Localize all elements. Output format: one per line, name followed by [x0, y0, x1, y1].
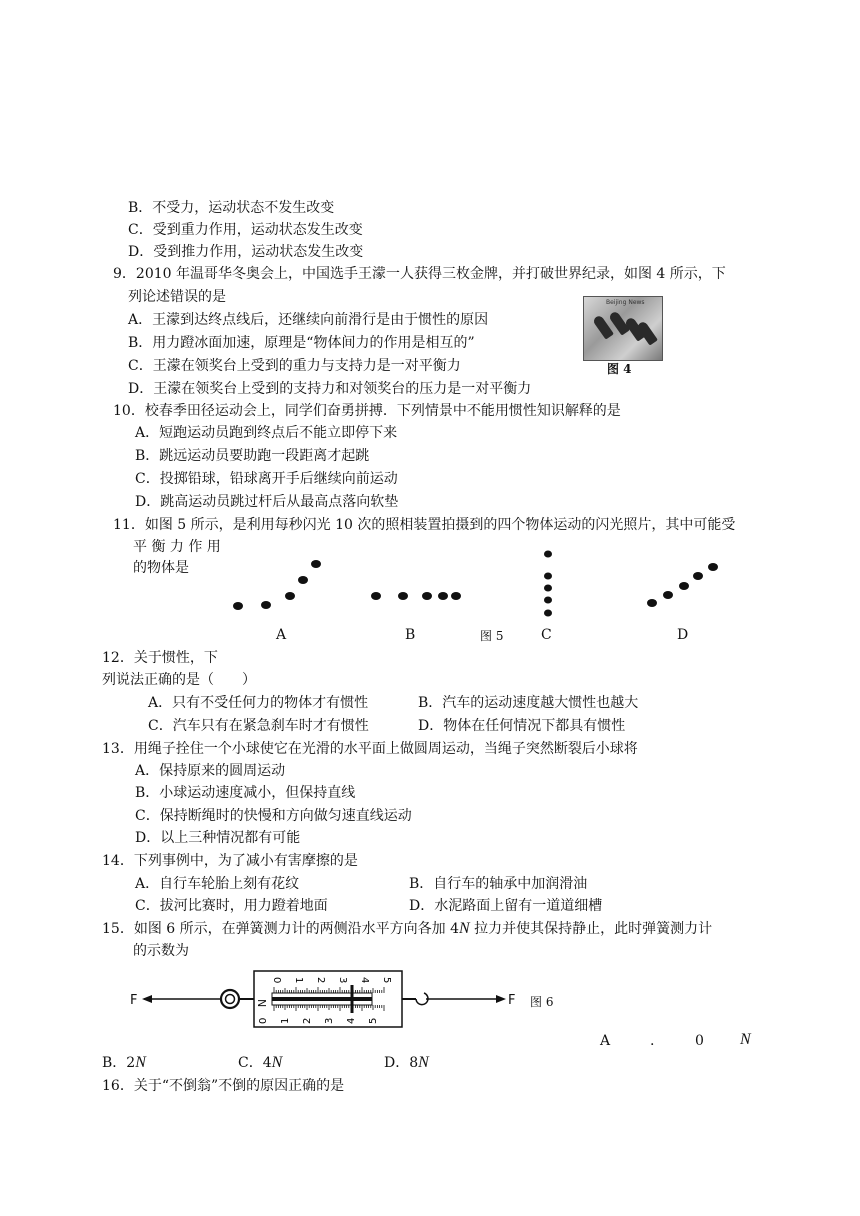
q15-option-a-value: 0: [695, 1033, 704, 1049]
force-arrow-left-head: [142, 995, 152, 1003]
q10-option-d: D．跳高运动员跳过杆后从最高点落向软垫: [135, 494, 399, 510]
q12-option-a: A．只有不受任何力的物体才有惯性: [148, 695, 369, 711]
dot: [422, 592, 432, 600]
scale-tick-label-bottom: 5: [368, 1017, 379, 1024]
q14-option-b: B．自行车的轴承中加润滑油: [409, 876, 588, 892]
q15-option-a-dot: .: [650, 1033, 655, 1049]
dot: [663, 591, 673, 599]
q14-option-c: C．拔河比赛时，用力蹬着地面: [135, 898, 328, 914]
q9-option-d: D．王濛在领奖台上受到的支持力和对领奖台的压力是一对平衡力: [128, 381, 532, 397]
scale-tick-label-top: 1: [293, 977, 304, 984]
scale-unit: N: [255, 999, 268, 1008]
q9-stem-line2: 列论述错误的是: [128, 289, 226, 305]
q11-stem-line1: 11．如图 5 所示，是利用每秒闪光 10 次的照相装置拍摄到的四个物体运动的闪光照片，其中可能受: [113, 517, 736, 533]
dot: [398, 592, 408, 600]
q15-option-a-letter: A: [600, 1033, 611, 1049]
dot: [693, 572, 703, 580]
scale-ring: [221, 990, 239, 1008]
q11-stem-line3: 的物体是: [133, 560, 189, 576]
q13-option-b: B．小球运动速度减小，但保持直线: [135, 785, 356, 801]
dot: [679, 582, 689, 590]
q10-option-a: A．短跑运动员跑到终点后不能立即停下来: [135, 425, 398, 441]
q15-option-c-value: C．4: [238, 1055, 272, 1071]
q12-stem-line1: 12．关于惯性，下: [102, 650, 218, 666]
dot: [544, 551, 552, 558]
dot: [438, 592, 448, 600]
dot: [261, 601, 271, 609]
dot: [233, 602, 243, 610]
scale-tick-label-bottom: 4: [346, 1017, 357, 1024]
q9-option-c: C．王濛在领奖台上受到的重力与支持力是一对平衡力: [128, 358, 461, 374]
q13-option-c: C．保持断绳时的快慢和方向做匀速直线运动: [135, 808, 412, 824]
photo-banner-text: Beijing News: [606, 299, 645, 306]
dot: [647, 599, 657, 607]
q13-option-d: D．以上三种情况都有可能: [135, 830, 301, 846]
scale-tick-label-bottom: 2: [302, 1017, 313, 1024]
q9-stem-line1: 9．2010 年温哥华冬奥会上，中国选手王濛一人获得三枚金牌，并打破世界纪录，如图 4 所示，下: [113, 266, 726, 282]
figure-5-caption: 图 5: [480, 629, 504, 643]
figure-4-photo: [583, 296, 663, 361]
dot: [544, 573, 552, 580]
scale-tick-label-top: 3: [337, 977, 348, 984]
q14-option-d: D．水泥路面上留有一道道细槽: [409, 898, 603, 914]
q15-option-c: [238, 1053, 282, 1073]
scale-ring-inner: [226, 995, 235, 1004]
figure-6-caption: 图 6: [530, 995, 554, 1009]
dot: [311, 560, 321, 568]
force-label-right: F: [508, 993, 516, 1008]
dot: [544, 597, 552, 604]
q13-option-a: A．保持原来的圆周运动: [135, 763, 286, 779]
force-arrow-right-head: [496, 995, 506, 1003]
figure-4-label: 图 4: [607, 362, 632, 376]
q15-option-a-unit: N: [740, 1031, 751, 1048]
figure-5-strobe-photos: [0, 540, 860, 650]
q14-stem: 14．下列事例中，为了减小有害摩擦的是: [102, 853, 358, 869]
dot: [544, 610, 552, 617]
q15-option-d: [384, 1053, 429, 1073]
dot: [285, 592, 295, 600]
scale-tick-label-top: 2: [315, 977, 326, 984]
scale-tick-label-bottom: 1: [280, 1017, 291, 1024]
q14-option-a: A．自行车轮胎上刻有花纹: [135, 876, 300, 892]
figure-5-c-dots: [544, 551, 552, 617]
q10-stem: 10．校春季田径运动会上，同学们奋勇拼搏．下列情景中不能用惯性知识解释的是: [113, 403, 621, 419]
q11-stem-line2: 平 衡 力 作 用: [133, 539, 221, 555]
q15-stem-post: 拉力并使其保持静止，此时弹簧测力计: [469, 921, 713, 937]
q10-option-b: B．跳远运动员要助跑一段距离才起跳: [135, 448, 370, 464]
dot: [544, 585, 552, 592]
force-label-left: F: [130, 993, 138, 1008]
scale-tick-label-bottom: 3: [324, 1017, 335, 1024]
q9-option-a: A．王濛到达终点线后，还继续向前滑行是由于惯性的原因: [128, 312, 489, 328]
q13-stem: 13．用绳子拴住一个小球使它在光滑的水平面上做圆周运动，当绳子突然断裂后小球将: [102, 741, 638, 757]
dot: [298, 576, 308, 584]
figure-5-label-a: A: [276, 627, 287, 643]
figure-5-b-dots: [371, 592, 461, 600]
dot: [451, 592, 461, 600]
q9-option-b: B．用力蹬冰面加速，原理是“物体间力的作用是相互的”: [128, 335, 475, 351]
dot: [371, 592, 381, 600]
figure-6-spring-scale: [120, 965, 540, 1035]
q12-stem-line2: 列说法正确的是（ ）: [102, 672, 256, 688]
q15-option-b-unit: N: [135, 1054, 146, 1071]
figure-5-a-dots: [233, 560, 321, 610]
figure-5-label-c: C: [541, 627, 552, 643]
figure-5-label-b: B: [405, 627, 416, 643]
figure-5-label-d: D: [677, 627, 689, 643]
q12-option-c: C．汽车只有在紧急刹车时才有惯性: [148, 718, 369, 734]
q12-option-b: B．汽车的运动速度越大惯性也越大: [418, 695, 639, 711]
q10-option-c: C．投掷铅球，铅球离开手后继续向前运动: [135, 471, 398, 487]
q8-option-c: C．受到重力作用，运动状态发生改变: [128, 222, 363, 238]
q15-option-b: [102, 1053, 146, 1073]
scale-tick-label-top: 0: [271, 977, 282, 984]
figure-5-d-dots: [647, 563, 718, 607]
q15-option-d-value: D．8: [384, 1055, 419, 1071]
q15-option-b-value: B．2: [102, 1055, 136, 1071]
scale-tick-label-bottom: 0: [258, 1017, 269, 1024]
q15-stem-line1: [102, 919, 712, 939]
q15-stem-pre: 15．如图 6 所示，在弹簧测力计的两侧沿水平方向各加 4: [102, 921, 459, 937]
q15-stem-unit: N: [458, 920, 470, 937]
q8-option-d: D．受到推力作用，运动状态发生改变: [128, 244, 364, 260]
scale-tick-label-top: 5: [381, 977, 392, 984]
q15-option-d-unit: N: [418, 1054, 429, 1071]
q15-stem-line2: 的示数为: [133, 943, 189, 959]
dot: [708, 563, 718, 571]
q15-option-c-unit: N: [271, 1054, 283, 1071]
scale-tick-label-top: 4: [359, 977, 370, 984]
q16-stem: 16．关于“不倒翁”不倒的原因正确的是: [102, 1078, 345, 1094]
q8-option-b: B．不受力，运动状态不发生改变: [128, 200, 335, 216]
q12-option-d: D．物体在任何情况下都具有惯性: [418, 718, 626, 734]
